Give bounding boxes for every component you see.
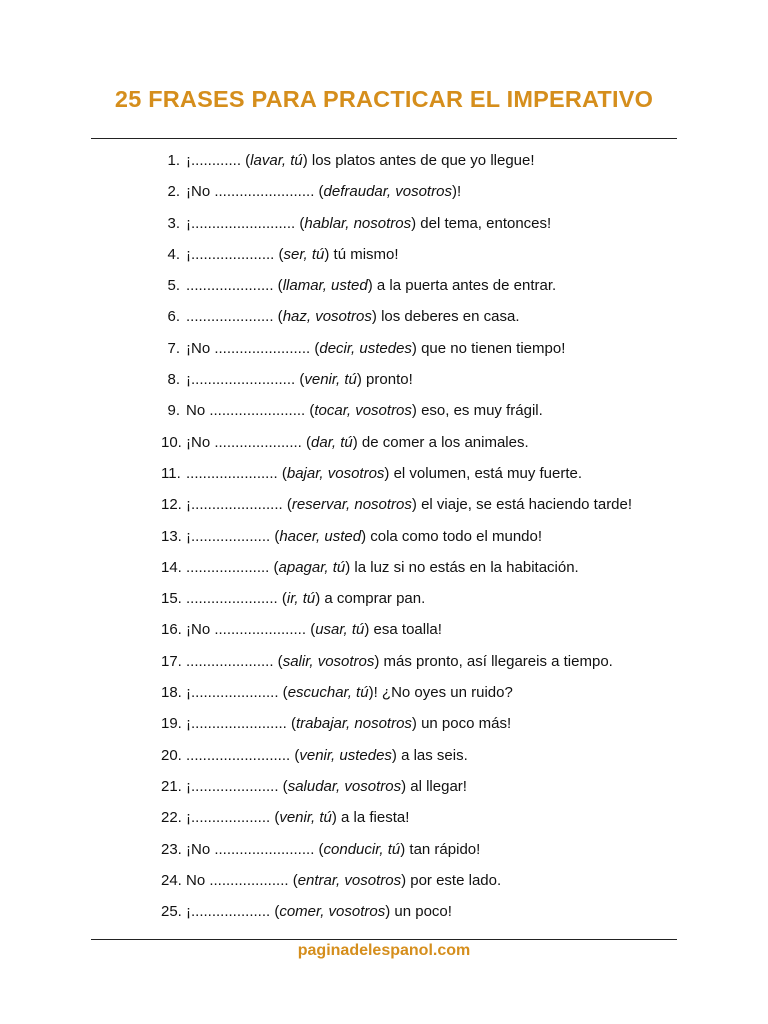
- exercise-number: 21.: [161, 777, 182, 795]
- sentence-rest: ) un poco más!: [411, 715, 512, 733]
- sentence-rest: ) a la fiesta!: [331, 809, 410, 827]
- sentence-rest: ) a las seis.: [391, 746, 468, 764]
- verb-hint: salir, vosotros: [282, 652, 375, 670]
- sentence-rest: ) a la puerta antes de entrar.: [367, 277, 557, 295]
- exercise-number: 15.: [161, 590, 182, 608]
- sentence-rest: ) los deberes en casa.: [371, 308, 520, 326]
- exercise-item: [0, 838, 768, 869]
- sentence-blank: .................... (: [186, 558, 279, 576]
- exercise-number: 13.: [161, 527, 182, 545]
- exercise-item: [0, 587, 768, 618]
- sentence-rest: ) los platos antes de que yo llegue!: [302, 152, 535, 169]
- sentence-blank: ...................... (: [186, 464, 287, 482]
- exercise-item: [0, 900, 768, 931]
- sentence-blank: ¡.................... (: [186, 245, 284, 263]
- verb-hint: hablar, nosotros: [304, 214, 412, 232]
- exercise-item: [0, 243, 768, 274]
- exercise-number: 20.: [161, 746, 182, 764]
- sentence-blank: ¡................... (: [186, 527, 280, 545]
- exercise-sentence: [186, 368, 413, 392]
- sentence-blank: ¡......................... (: [186, 214, 305, 232]
- exercise-item: [0, 556, 768, 587]
- verb-hint: venir, tú: [304, 371, 357, 389]
- exercise-sentence: [186, 650, 613, 674]
- verb-hint: reservar, nosotros: [291, 496, 412, 514]
- exercise-item: [0, 618, 768, 649]
- sentence-rest: ) la luz si no estás en la habitación.: [345, 558, 579, 576]
- exercise-sentence: [186, 493, 632, 517]
- verb-hint: tocar, vosotros: [314, 402, 412, 420]
- exercise-item: [0, 180, 768, 211]
- sentence-blank: No ................... (: [186, 871, 298, 889]
- sentence-rest: ) cola como todo el mundo!: [361, 527, 543, 545]
- sentence-blank: ¡No ...................... (: [186, 621, 316, 639]
- sentence-blank: ..................... (: [186, 277, 283, 295]
- sentence-rest: ) a comprar pan.: [315, 590, 426, 608]
- exercise-number: 10.: [161, 433, 182, 451]
- exercise-item: [0, 681, 768, 712]
- sentence-rest: ) el viaje, se está haciendo tarde!: [411, 496, 633, 514]
- exercise-sentence: [186, 712, 511, 736]
- exercise-item: [0, 775, 768, 806]
- sentence-blank: ¡............ (: [186, 152, 251, 169]
- verb-hint: saludar, vosotros: [287, 777, 402, 795]
- exercise-sentence: [186, 180, 461, 204]
- exercise-sentence: [186, 431, 529, 455]
- exercise-sentence: [186, 744, 468, 768]
- verb-hint: usar, tú: [315, 621, 365, 639]
- sentence-rest: ) que no tienen tiempo!: [411, 339, 566, 357]
- sentence-rest: )!: [451, 183, 462, 201]
- exercise-item: [0, 650, 768, 681]
- exercise-sentence: [186, 337, 565, 361]
- exercise-sentence: [186, 618, 442, 642]
- sentence-blank: ¡No ..................... (: [186, 433, 312, 451]
- verb-hint: decir, ustedes: [319, 339, 412, 357]
- exercise-list: [0, 149, 768, 931]
- sentence-rest: ) por este lado.: [401, 871, 502, 889]
- exercise-item: [0, 305, 768, 336]
- sentence-rest: ) al llegar!: [401, 777, 467, 795]
- exercise-number: 12.: [161, 496, 182, 514]
- verb-hint: ser, tú: [283, 245, 325, 263]
- verb-hint: apagar, tú: [278, 558, 346, 576]
- exercise-number: 14.: [161, 558, 182, 576]
- exercise-item: [0, 462, 768, 493]
- exercise-number: 4.: [167, 245, 180, 263]
- exercise-sentence: [186, 775, 467, 799]
- exercise-sentence: [186, 462, 582, 486]
- exercise-sentence: [186, 869, 501, 893]
- sentence-rest: ) tan rápido!: [400, 840, 481, 858]
- exercise-number: 25.: [161, 903, 182, 921]
- sentence-blank: ..................... (: [186, 652, 283, 670]
- verb-hint: haz, vosotros: [282, 308, 372, 326]
- exercise-item: [0, 274, 768, 305]
- sentence-rest: ) tú mismo!: [324, 245, 399, 263]
- sentence-blank: ..................... (: [186, 308, 283, 326]
- footer-website: paginadelespanol.com: [297, 942, 471, 959]
- verb-hint: conducir, tú: [323, 840, 401, 858]
- sentence-rest: ) de comer a los animales.: [352, 433, 529, 451]
- sentence-rest: ) esa toalla!: [364, 621, 442, 639]
- exercise-number: 24.: [161, 871, 182, 889]
- verb-hint: trabajar, nosotros: [296, 715, 412, 733]
- exercise-sentence: [186, 587, 425, 611]
- sentence-blank: ¡No ........................ (: [186, 183, 324, 201]
- sentence-blank: ¡....................... (: [186, 715, 297, 733]
- bottom-divider: [91, 939, 677, 940]
- exercise-number: 6.: [167, 308, 180, 326]
- exercise-sentence: [186, 399, 543, 423]
- sentence-blank: ¡................... (: [186, 903, 280, 921]
- top-divider: [91, 138, 677, 139]
- exercise-item: [0, 337, 768, 368]
- sentence-rest: )! ¿No oyes un ruido?: [368, 684, 513, 702]
- exercise-sentence: [186, 681, 513, 705]
- exercise-sentence: [186, 556, 579, 580]
- exercise-sentence: [186, 243, 399, 267]
- exercise-sentence: [186, 806, 409, 830]
- exercise-number: 7.: [167, 339, 180, 357]
- verb-hint: venir, tú: [279, 809, 332, 827]
- exercise-item: [0, 744, 768, 775]
- exercise-number: 16.: [161, 621, 182, 639]
- sentence-rest: ) el volumen, está muy fuerte.: [384, 464, 583, 482]
- sentence-blank: ¡No ........................ (: [186, 840, 324, 858]
- exercise-sentence: [186, 838, 480, 862]
- sentence-blank: ...................... (: [186, 590, 287, 608]
- exercise-sentence: [186, 900, 452, 924]
- exercise-number: 23.: [161, 840, 182, 858]
- exercise-sentence: [186, 149, 535, 173]
- verb-hint: escuchar, tú: [287, 684, 369, 702]
- exercise-sentence: [186, 212, 551, 236]
- verb-hint: defraudar, vosotros: [323, 183, 452, 201]
- exercise-item: [0, 493, 768, 524]
- verb-hint: dar, tú: [311, 433, 353, 451]
- exercise-number: 8.: [167, 371, 180, 389]
- verb-hint: comer, vosotros: [279, 903, 386, 921]
- verb-hint: ir, tú: [286, 590, 316, 608]
- exercise-item: [0, 806, 768, 837]
- sentence-rest: ) un poco!: [385, 903, 452, 921]
- sentence-blank: No ....................... (: [186, 402, 315, 420]
- exercise-item: [0, 525, 768, 556]
- sentence-rest: ) eso, es muy frágil.: [411, 402, 543, 420]
- sentence-blank: ¡..................... (: [186, 684, 288, 702]
- exercise-item: [0, 212, 768, 243]
- exercise-item: [0, 149, 768, 180]
- verb-hint: lavar, tú: [250, 152, 303, 169]
- verb-hint: entrar, vosotros: [297, 871, 402, 889]
- verb-hint: llamar, usted: [282, 277, 368, 295]
- page-title: 25 FRASES PARA PRACTICAR EL IMPERATIVO: [114, 86, 654, 112]
- exercise-number: 11.: [161, 464, 181, 482]
- sentence-blank: ¡................... (: [186, 809, 280, 827]
- exercise-number: 17.: [161, 652, 182, 670]
- exercise-item: [0, 431, 768, 462]
- exercise-number: 19.: [161, 715, 182, 733]
- sentence-rest: ) más pronto, así llegareis a tiempo.: [374, 652, 613, 670]
- verb-hint: bajar, vosotros: [286, 464, 385, 482]
- sentence-rest: ) pronto!: [356, 371, 413, 389]
- exercise-number: 2.: [167, 183, 180, 201]
- exercise-sentence: [186, 305, 520, 329]
- sentence-blank: ¡..................... (: [186, 777, 288, 795]
- exercise-item: [0, 368, 768, 399]
- sentence-rest: ) del tema, entonces!: [411, 214, 552, 232]
- exercise-item: [0, 869, 768, 900]
- exercise-sentence: [186, 525, 542, 549]
- verb-hint: hacer, usted: [279, 527, 362, 545]
- sentence-blank: ¡......................... (: [186, 371, 305, 389]
- sentence-blank: ¡No ....................... (: [186, 339, 320, 357]
- exercise-item: [0, 399, 768, 430]
- verb-hint: venir, ustedes: [299, 746, 392, 764]
- exercise-number: 18.: [161, 684, 182, 702]
- exercise-sentence: [186, 274, 556, 298]
- sentence-blank: ¡...................... (: [186, 496, 292, 514]
- sentence-blank: ......................... (: [186, 746, 300, 764]
- exercise-number: 3.: [167, 214, 180, 232]
- exercise-number: 5.: [167, 277, 180, 295]
- exercise-number: 1.: [167, 152, 180, 169]
- exercise-number: 9.: [167, 402, 180, 420]
- exercise-item: [0, 712, 768, 743]
- exercise-number: 22.: [161, 809, 182, 827]
